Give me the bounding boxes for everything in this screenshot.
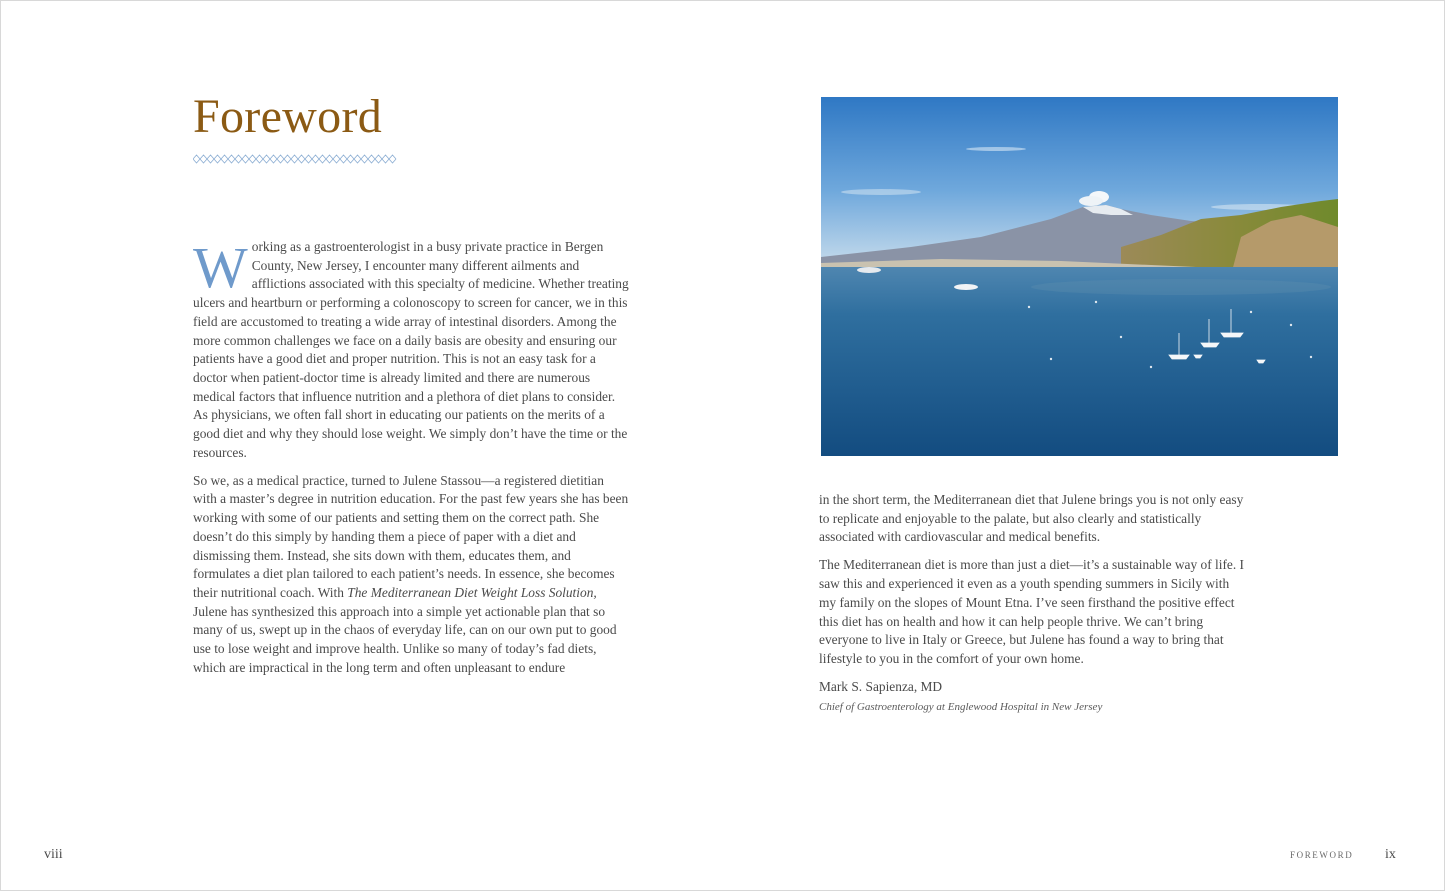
book-title: The Mediterranean Diet Weight Loss Solution, bbox=[347, 584, 597, 600]
running-head: FOREWORD bbox=[1290, 850, 1354, 860]
page-title: Foreword bbox=[193, 90, 383, 143]
mount-etna-coast-photo bbox=[821, 97, 1338, 456]
right-column-text bbox=[819, 491, 1249, 723]
paragraph-1-text: orking as a gastroenterologist in a busy private practice in Bergen County, New Jersey, I encounter many different ailments and afflictions associated with this specialty of medicine. Whether treating ulcers and heartburn or performing a colonoscopy to screen for cancer, we in this field are accustomed to treating a wide array of intestinal disorders. Among the more common challenges we face on a daily basis are obesity and ensuring our patients have a good diet and proper nutrition. This is not an easy task for a doctor when patient-doctor time is already limited and there are numerous medical factors that influence nutrition and a plethora of diet plans to consider. As physicians, we often fall short in educating our patients on the merits of a good diet and why they should lose weight. We simply don’t have the time or the resources. bbox=[193, 239, 629, 460]
paragraph-2-text-b: Julene has synthesized this approach into a simple yet actionable plan that so many of us, swept up in the chaos of everyday life, can on our own put to good use to lose weight and improve health. Unlike so many of today’s fad diets, which are impractical in the long term and often unpleasant to endure bbox=[193, 603, 617, 675]
left-column-text bbox=[193, 235, 629, 687]
paragraph-4: The Mediterranean diet is more than just a diet—it’s a sustainable way of life. I saw this and experienced it even as a youth spending summers in Sicily with my family on the slopes of Mount Etna. I’ve seen firsthand the positive effect this diet has on health and how it can help people thrive. We can’t bring everyone to live in Italy or Greece, but Julene has found a way to bring that lifestyle to you in the comfort of your own home. bbox=[819, 557, 1245, 666]
paragraph-2 bbox=[193, 472, 629, 678]
drop-cap: W bbox=[193, 235, 248, 300]
paragraph-1 bbox=[193, 235, 629, 462]
page-number-right: ix bbox=[1385, 847, 1396, 862]
signature-title: Chief of Gastroenterology at Englewood Hospital in New Jersey bbox=[819, 700, 1103, 713]
decorative-rule bbox=[193, 154, 397, 164]
paragraph-2-text-a: So we, as a medical practice, turned to Julene Stassou—a registered dietitian with a master’s degree in nutrition education. For the past few years she has been working with some of our patients and setting them on the correct path. She doesn’t do this simply by handing them a piece of paper with a diet and dismissing them. Instead, she sits down with them, educates them, and formulates a diet plan tailored to each patient’s needs. In essence, she becomes their nutritional coach. With bbox=[193, 472, 629, 600]
page-number-left: viii bbox=[44, 847, 63, 862]
paragraph-3: in the short term, the Mediterranean diet that Julene brings you is not only easy to replicate and enjoyable to the palate, but also clearly and statistically associated with cardiovascular and medical benefits. bbox=[819, 492, 1244, 545]
signature-name: Mark S. Sapienza, MD bbox=[819, 678, 943, 694]
